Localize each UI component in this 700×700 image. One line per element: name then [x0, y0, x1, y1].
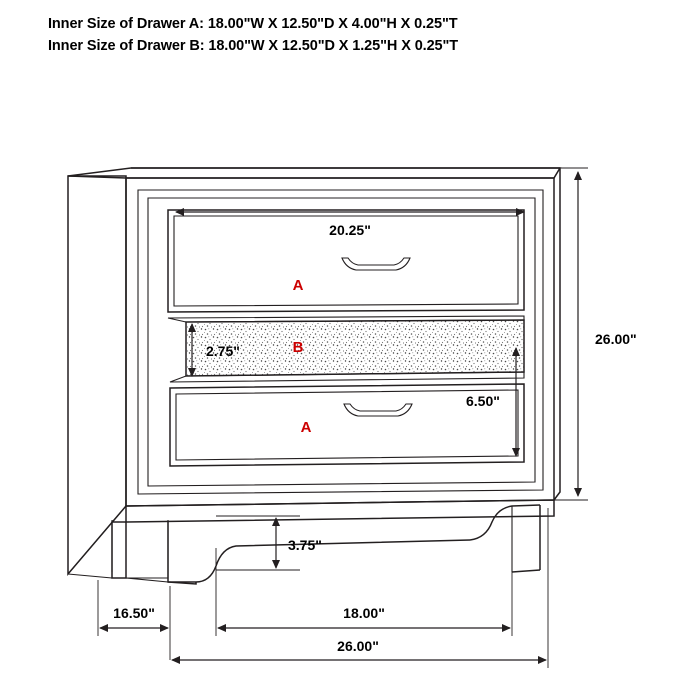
dim-depth	[98, 580, 170, 660]
dim-overall-width-label: 26.00"	[337, 638, 379, 654]
dim-right-height-label: 26.00"	[595, 331, 637, 347]
label-drawer-a-bottom: A	[300, 419, 312, 436]
dim-foot-height	[216, 516, 322, 570]
dim-inner-width	[216, 508, 512, 636]
dim-drawer-b-height-label: 2.75"	[206, 343, 240, 359]
dim-foot-height-label: 3.75"	[288, 537, 322, 553]
dim-lower-drawer-height-label: 6.50"	[466, 393, 500, 409]
spec-line-drawer-a: Inner Size of Drawer A: 18.00"W X 12.50"D X 4.00"H X 0.25"T	[48, 16, 458, 32]
spec-line-drawer-b: Inner Size of Drawer B: 18.00"W X 12.50"D X 1.25"H X 0.25"T	[48, 38, 459, 54]
label-drawer-b: B	[292, 339, 304, 356]
dim-overall-width	[172, 508, 548, 668]
label-drawer-a-top: A	[292, 277, 304, 294]
dim-depth-label: 16.50"	[113, 605, 155, 621]
dim-inner-width-label: 18.00"	[343, 605, 385, 621]
dim-right-height	[554, 168, 637, 500]
dim-top-width-label: 20.25"	[329, 222, 371, 238]
